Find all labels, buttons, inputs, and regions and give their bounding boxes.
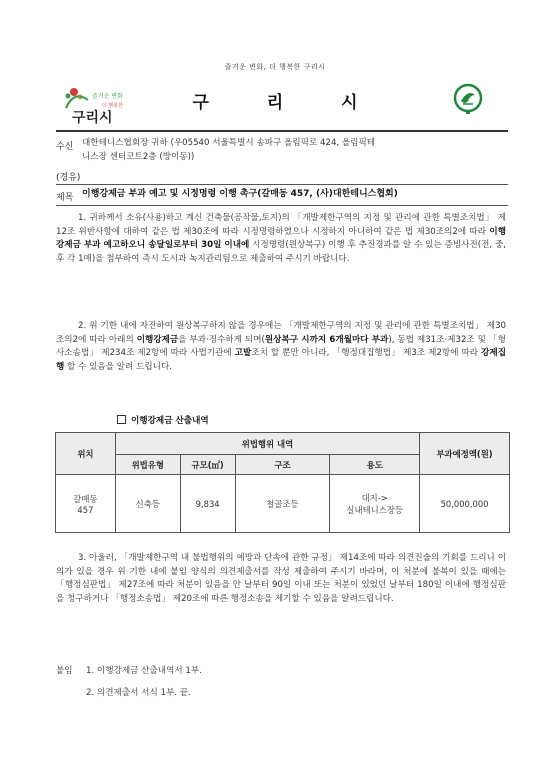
para2-bold-2: 원상복구 시까지 6개월마다 부과	[264, 334, 389, 345]
logo-main-text: 구리시	[72, 110, 113, 124]
cell-type: 신축등	[115, 475, 180, 533]
subject-bottom-divider	[56, 205, 508, 206]
para2-end: 할 수 있음을 알려 드립니다.	[64, 361, 173, 372]
para2-bold-4: 강제집행	[56, 348, 507, 372]
cell-structure: 철골조등	[235, 475, 330, 533]
recipient-line-2: 니스장 센터코트2층 (방이동))	[82, 152, 195, 162]
cell-location	[56, 475, 116, 533]
header-divider	[56, 130, 508, 132]
paragraph-2	[56, 320, 506, 374]
cell-location-line-2: 457	[77, 504, 94, 515]
cell-use	[330, 475, 420, 533]
header-use: 용도	[330, 455, 420, 475]
para2-bold-1: 이행강제금	[136, 334, 179, 345]
via-label: (경유)	[56, 173, 81, 183]
subject-label: 제목	[56, 193, 74, 203]
subject-text: 이행강제금 부과 예고 및 시정명령 이행 촉구(갈매동 457, (사)대한테니스협회)	[82, 189, 398, 199]
paragraph-3: 3. 아울러, 「개발제한구역 내 불법행위의 예방과 단속에 관한 규정」 제14조에 따라 의견진술의 기회를 드리니 이의가 있을 경우 위 기한 내에 붙임 양식의 의견제출서를 작성 제출하여 주시기 바라며, 이 처분에 불복이 있을 때에는 「행정심판법」 제27조에 따라 처분이 있음을 안 날부터 90일 이내 또는 처분이 있었던 날부터 180일 이내에 행정심판을 청구하거나 「행정소송법」 제20조에 따른 행정소송을 제기할 수 있음을 알려드립니다.	[56, 553, 506, 604]
cell-location-line-1: 갈매동	[73, 493, 98, 504]
calc-table-heading-text: 이행강제금 산출내역	[131, 416, 209, 426]
checkbox-icon	[117, 415, 126, 424]
slogan: 즐거운 변화, 더 행복한 구리시	[224, 63, 326, 71]
logo-top-text: 즐거운 변화	[92, 93, 123, 100]
header-size: 규모(㎡)	[180, 455, 235, 475]
para1-intro: 1. 귀하께서 소유(사용)하고 계신 건축물(공작물,토지)의 「개발제한구역의 지정 및 관리에 관한 특별조치법」 제12조 위반사항에 대하여 같은 법 제30조에 따라 시정명령하였으나 시정하지 아니하여 같은 법 제30조의2에 따라	[56, 213, 506, 237]
attachment-item-1: 1. 이행강제금 산출내역서 1부.	[86, 666, 202, 676]
attachments-label: 붙임	[56, 666, 73, 676]
attachment-item-2: 2. 의견제출서 서식 1부. 끝.	[86, 688, 191, 698]
subject-top-divider	[56, 184, 508, 185]
calc-table	[55, 432, 510, 533]
logo-sub-text: 더 행복한	[102, 103, 123, 109]
cell-amount: 50,000,000	[420, 475, 510, 533]
header-type: 위법유형	[115, 455, 180, 475]
cell-size: 9,834	[180, 475, 235, 533]
para2-mid-3: 조치 할 뿐만 아니라, 「행정대집행법」 제3조 제2항에 따라	[251, 348, 482, 359]
paragraph-1	[56, 212, 506, 266]
para1-bold: 이행강제금 부과 예고하오니 송달일로부터 30일 이내에	[56, 226, 506, 251]
city-title: 구 리 시	[192, 93, 384, 113]
city-emblem-icon	[453, 83, 483, 115]
calc-table-heading	[117, 415, 209, 429]
header-amount: 부과예정액(원)	[420, 433, 510, 475]
header-location: 위치	[56, 433, 116, 475]
table-row	[56, 475, 510, 533]
cell-use-line-1: 대지->	[361, 492, 388, 503]
para2-mid-1: 을 부과·징수하게 되며(	[178, 334, 265, 345]
para1-rest: 시정명령(원상복구) 이행 후 추진경과를 알 수 있는 증빙사진(전, 중, 후 각 1매)을 첨부하여 즉시 도시과 녹지관리팀으로 제출하여 주시기 바랍니다.	[56, 240, 506, 264]
para2-intro: 2. 위 기한 내에 자진하여 원상복구하지 않을 경우에는 「개발제한구역의 지정 및 관리에 관한 특별조치법」 제30조의2에 따라 아래의	[56, 321, 506, 345]
recipient-label: 수신	[56, 142, 74, 152]
header-violation: 위법행위 내역	[115, 433, 419, 455]
para2-bold-3: 고발	[234, 348, 252, 359]
cell-use-line-2: 실내테니스장등	[346, 504, 404, 515]
recipient-line-1: 대한테니스협회장 귀하 (우05540 서울특별시 송파구 올림픽로 424, 올림픽테	[82, 138, 376, 148]
header-structure: 구조	[235, 455, 330, 475]
para2-mid-2: ), 동법 제31조·제32조 및 「형사소송법」 제234조 제2항에 따라 사법기관에	[56, 334, 506, 359]
